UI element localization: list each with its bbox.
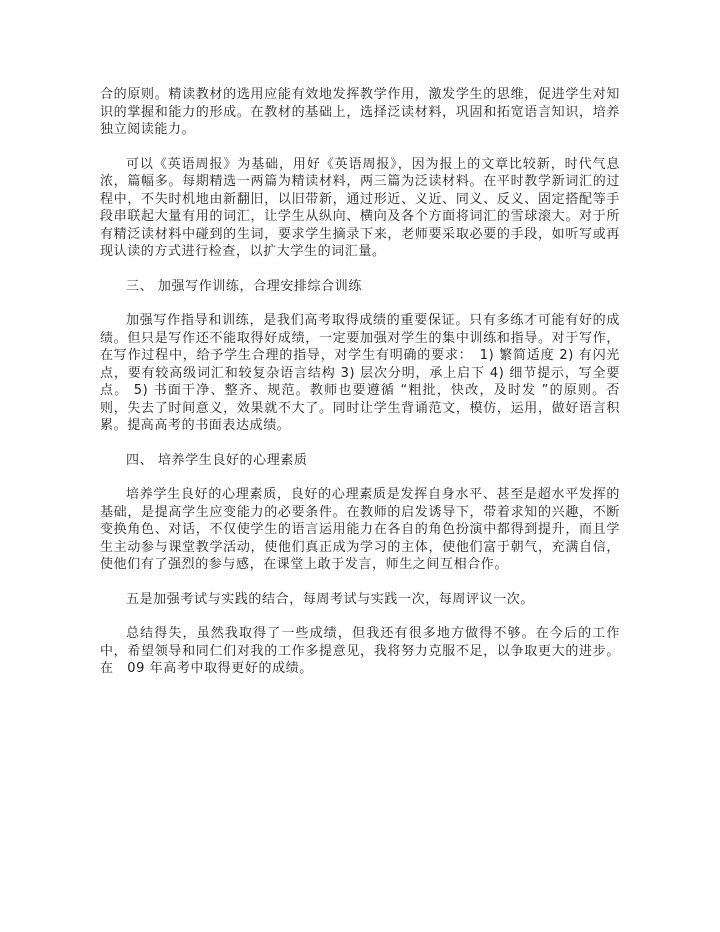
paragraph-continuation: 合的原则。精读教材的选用应能有效地发挥教学作用，激发学生的思维，促进学生对知识的掌握和能力的形成。在教材的基础上，选择泛读材料，巩固和拓宽语言知识，培养独立阅读能力。 [100,87,620,137]
section-heading-3: 三、 加强写作训练，合理安排综合训练 [126,278,362,294]
paragraph: 总结得失，虽然我取得了一些成绩，但我还有很多地方做得不够。在今后的工作中，希望领导和同仁们对我的工作多提意见，我将努力克服不足，以争取更大的进步。在 09 年高考中取得更好的成绩。 [100,626,620,676]
paragraph: 培养学生良好的心理素质，良好的心理素质是发挥自身水平、甚至是超水平发挥的基础，是提高学生应变能力的必要条件。在教师的启发诱导下，带着求知的兴趣，不断变换角色、对话，不仅使学生的语言运用能力在各自的角色扮演中都得到提升，而且学生主动参与课堂教学活动，使他们真正成为学习的主体，使他们富于朝气，充满自信，使他们有了强烈的参与感，在课堂上敢于发言，师生之间互相合作。 [100,487,620,572]
paragraph: 可以《英语周报》为基础，用好《英语周报》，因为报上的文章比较新，时代气息浓，篇幅多。每期精选一两篇为精读材料，两三篇为泛读材料。在平时教学新词汇的过程中，不失时机地由新翻旧，以旧带新，通过形近、义近、同义、反义、固定搭配等手段串联起大量有用的词汇，让学生从纵向、横向及各个方面将词汇的雪球滚大。对于所有精泛读材料中碰到的生词，要求学生摘录下来，老师要采取必要的手段，如听写或再现认读的方式进行检查，以扩大学生的词汇量。 [100,156,620,259]
paragraph: 五是加强考试与实践的结合，每周考试与实践一次，每周评议一次。 [126,591,535,607]
paragraph: 加强写作指导和训练，是我们高考取得成绩的重要保证。只有多练才可能有好的成绩。但只是写作还不能取得好成绩，一定要加强对学生的集中训练和指导。对于写作，在写作过程中，给予学生合理的指导，对学生有明确的要求： 1) 繁简适度 2) 有闪光点，要有较高级词汇和较复杂语言结构 3) 层次分明，承上启下 4) 细节提示，写全要点。 5) 书面干净、整齐、规范。教师也要遵循 “粗批，快改，及时发 ”的原则。否则，失去了时间意义，效果就不大了。同时让学生背诵范文，模仿，运用，做好语言积累。提高高考的书面表达成绩。 [100,313,620,433]
document-body [100,86,620,678]
section-heading-4: 四、 培养学生良好的心理素质 [126,452,308,468]
